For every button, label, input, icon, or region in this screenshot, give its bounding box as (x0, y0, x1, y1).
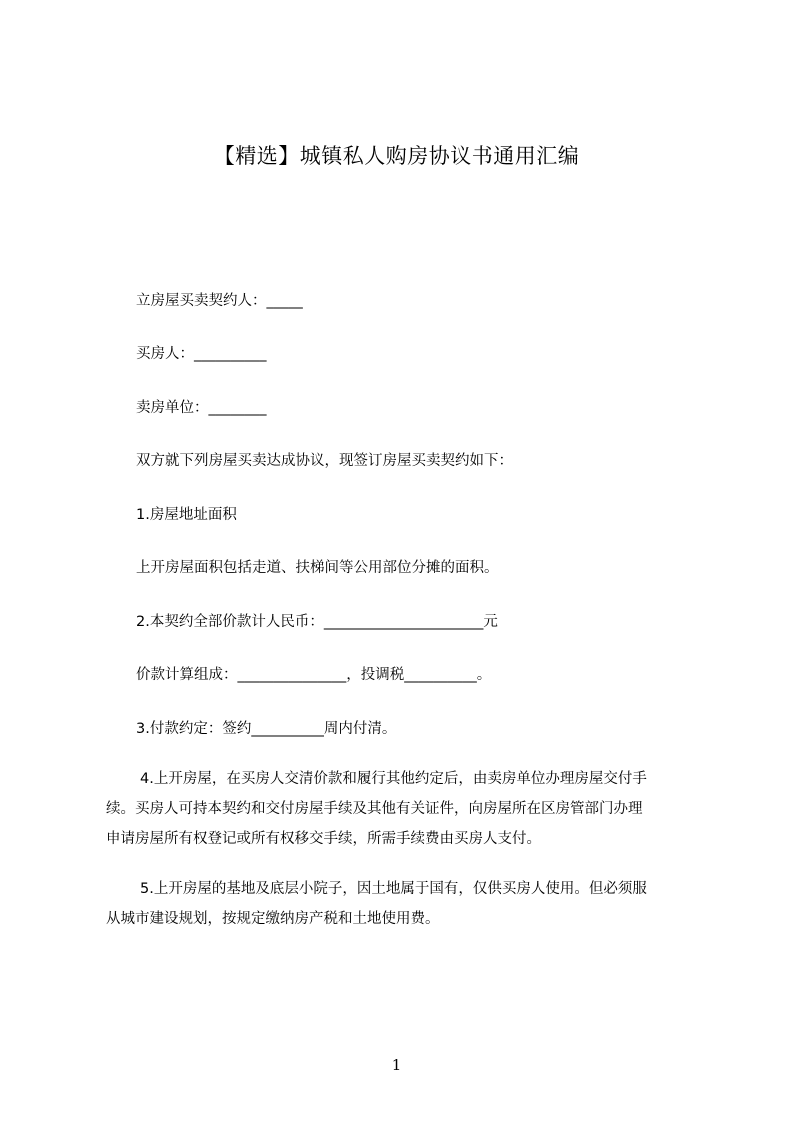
page-number: 1 (391, 1056, 402, 1074)
clause-3-payment: 3.付款约定：签约__________周内付清。 (136, 721, 397, 737)
buyer-line: 买房人：__________ (136, 346, 267, 362)
agreement-intro-line: 双方就下列房屋买卖达成协议，现签订房屋买卖契约如下： (136, 453, 513, 469)
document-title: 【精选】城镇私人购房协议书通用汇编 (213, 144, 580, 168)
clause-1-heading: 1.房屋地址面积 (136, 507, 237, 523)
clause-5-line-1: 5.上开房屋的基地及底层小院子，因土地属于国有，仅供买房人使用。但必须服 (140, 881, 647, 897)
clause-1-text: 上开房屋面积包括走道、扶梯间等公用部位分摊的面积。 (136, 560, 499, 576)
clause-4-line-2: 续。买房人可持本契约和交付房屋手续及其他有关证件，向房屋所在区房管部门办理 (106, 801, 643, 817)
seller-unit-line: 卖房单位：________ (136, 400, 267, 416)
clause-5-line-2: 从城市建设规划，按规定缴纳房产税和土地使用费。 (106, 911, 440, 927)
contract-party-line: 立房屋买卖契约人：_____ (136, 293, 303, 309)
price-composition-line: 价款计算组成：_______________，投调税__________。 (136, 667, 492, 683)
clause-4-paragraph (106, 764, 702, 854)
clause-2-price: 2.本契约全部价款计人民币：______________________元 (136, 614, 498, 630)
clause-5-paragraph (106, 874, 702, 934)
clause-4-line-3: 申请房屋所有权登记或所有权移交手续，所需手续费由买房人支付。 (106, 831, 541, 847)
clause-4-line-1: 4.上开房屋，在买房人交清价款和履行其他约定后，由卖房单位办理房屋交付手 (140, 771, 647, 787)
